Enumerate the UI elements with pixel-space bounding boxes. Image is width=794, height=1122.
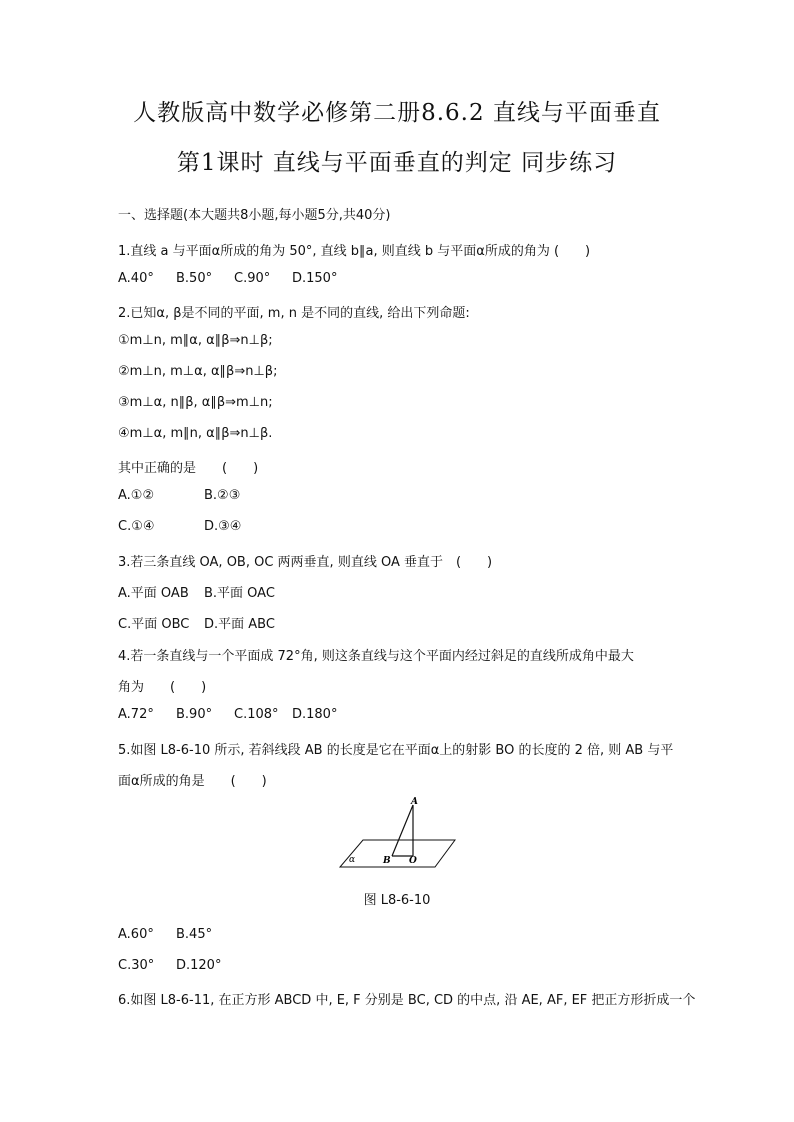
q5-stem-line2: 面α所成的角是 ( ) (118, 774, 267, 789)
title-line-2: 第1课时 直线与平面垂直的判定 同步练习 (176, 150, 618, 176)
q6-stem: 6.如图 L8-6-11, 在正方形 ABCD 中, E, F 分别是 BC, CD 的中点, 沿 AE, AF, EF 把正方形折成一个 (118, 993, 696, 1008)
q5-option-b: B.45° (176, 927, 213, 942)
q2-option-d: D.③④ (204, 519, 242, 534)
section-heading: 一、选择题(本大题共8小题,每小题5分,共40分) (118, 208, 391, 223)
q3-stem: 3.若三条直线 OA, OB, OC 两两垂直, 则直线 OA 垂直于 ( ) (118, 555, 493, 570)
q5-option-d: D.120° (176, 958, 222, 973)
q1-stem: 1.直线 a 与平面α所成的角为 50°, 直线 b∥a, 则直线 b 与平面α所成的角为 ( ) (118, 244, 591, 259)
q2-option-c: C.①④ (118, 519, 155, 534)
segment-ab (392, 805, 413, 856)
q1-option-b: B.50° (176, 271, 213, 286)
label-o: O (409, 856, 417, 866)
q2-option-a: A.①② (118, 488, 155, 503)
q1-option-d: D.150° (292, 271, 338, 286)
q1-options (118, 271, 350, 286)
q2-prop-1: ①m⊥n, m∥α, α∥β⇒n⊥β; (118, 333, 273, 348)
q3-options-row2 (118, 613, 290, 632)
figure-l8-6-10 (335, 795, 460, 875)
q2-ask: 其中正确的是 ( ) (118, 461, 259, 476)
label-b: B (383, 856, 391, 866)
q3-option-c: C.平面 OBC (118, 617, 190, 632)
q5-stem-line1: 5.如图 L8-6-10 所示, 若斜线段 AB 的长度是它在平面α上的射影 BO 的长度的 2 倍, 则 AB 与平 (118, 743, 674, 758)
figure-caption: 图 L8-6-10 (363, 893, 431, 908)
q4-stem-line1: 4.若一条直线与一个平面成 72°角, 则这条直线与这个平面内经过斜足的直线所成角中最大 (118, 649, 634, 664)
q2-options-row2 (118, 519, 290, 534)
q2-prop-4: ④m⊥α, m∥n, α∥β⇒n⊥β. (118, 426, 273, 441)
q2-stem: 2.已知α, β是不同的平面, m, n 是不同的直线, 给出下列命题: (118, 306, 470, 321)
q4-stem-line2: 角为 ( ) (118, 680, 207, 695)
q3-options-row1 (118, 582, 290, 601)
q5-options-row1 (118, 927, 234, 942)
q3-option-d: D.平面 ABC (204, 617, 275, 632)
q5-option-c: C.30° (118, 958, 155, 973)
label-alpha: α (349, 855, 356, 865)
title-line-1: 人教版高中数学必修第二册8.6.2 直线与平面垂直 (133, 100, 661, 126)
q1-option-a: A.40° (118, 271, 154, 286)
q2-options-row1 (118, 488, 290, 503)
q5-options-row2 (118, 958, 234, 973)
q4-option-a: A.72° (118, 707, 154, 722)
q2-prop-2: ②m⊥n, m⊥α, α∥β⇒n⊥β; (118, 364, 278, 379)
q4-option-c: C.108° (234, 707, 279, 722)
q3-option-a: A.平面 OAB (118, 586, 189, 601)
label-a: A (411, 797, 418, 807)
q4-option-d: D.180° (292, 707, 338, 722)
q4-options (118, 707, 350, 722)
q2-prop-3: ③m⊥α, n∥β, α∥β⇒m⊥n; (118, 395, 273, 410)
q4-option-b: B.90° (176, 707, 213, 722)
q5-option-a: A.60° (118, 927, 154, 942)
q3-option-b: B.平面 OAC (204, 586, 275, 601)
q2-option-b: B.②③ (204, 488, 241, 503)
q1-option-c: C.90° (234, 271, 271, 286)
